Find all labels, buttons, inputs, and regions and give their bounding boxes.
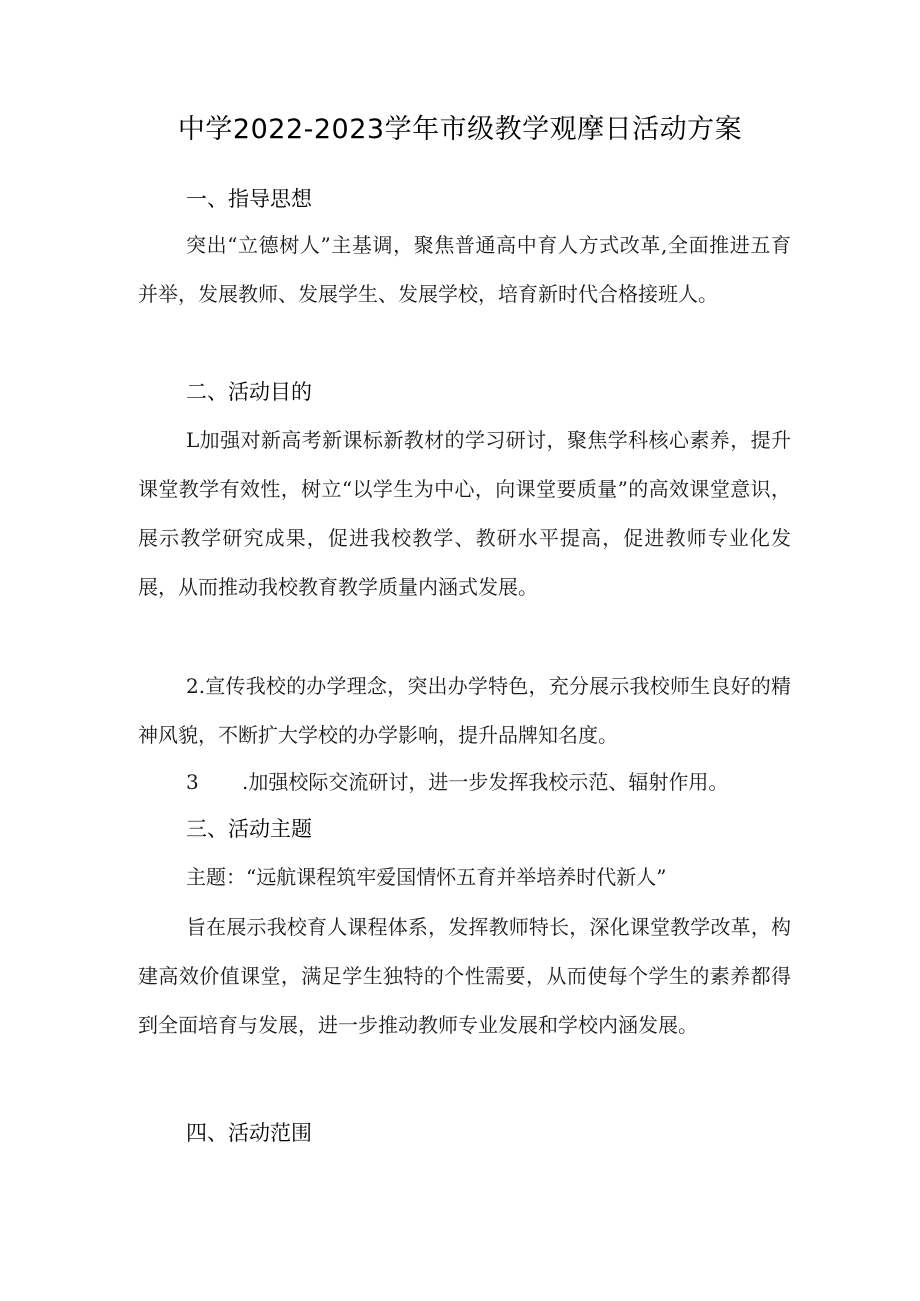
- item-number: 3: [186, 770, 199, 794]
- section-heading-guiding-ideology: 一、指导思想: [186, 187, 312, 211]
- paragraph-purpose-item-2: 2.宣传我校的办学理念，突出办学特色，充分展示我校师生良好的精神风貌，不断扩大学校的办学影响，提升品牌知名度。: [138, 674, 791, 747]
- document-title: 中学2022-2023学年市级教学观摩日活动方案: [177, 114, 743, 145]
- theme-line: 主题：“远航课程筑牢爱国情怀五育并举培养时代新人”: [186, 865, 667, 889]
- paragraph-guiding-ideology: 突出“立德树人”主基调，聚焦普通高中育人方式改革,全面推进五育并举，发展教师、发展学生、发展学校，培育新时代合格接班人。: [138, 233, 791, 306]
- section-heading-activity-scope: 四、活动范围: [186, 1121, 312, 1145]
- paragraph-theme-description: 旨在展示我校育人课程体系，发挥教师特长，深化课堂教学改革，构建高效价值课堂，满足学生独特的个性需要，从而使每个学生的素养都得到全面培育与发展，进一步推动教师专业发展和学校内涵发展。: [138, 915, 791, 1037]
- paragraph-purpose-item-3: [138, 766, 798, 798]
- item-text: .加强校际交流研讨，进一步发挥我校示范、辐射作用。: [242, 770, 729, 794]
- section-heading-activity-purpose: 二、活动目的: [186, 380, 312, 404]
- section-heading-activity-theme: 三、活动主题: [186, 817, 312, 841]
- paragraph-purpose-item-1: L加强对新高考新课标新教材的学习研讨，聚焦学科核心素养，提升课堂教学有效性，树立“以学生为中心，向课堂要质量”的高效课堂意识，展示教学研究成果，促进我校教学、教研水平提高，促进教师专业化发展，从而推动我校教育教学质量内涵式发展。: [138, 428, 791, 599]
